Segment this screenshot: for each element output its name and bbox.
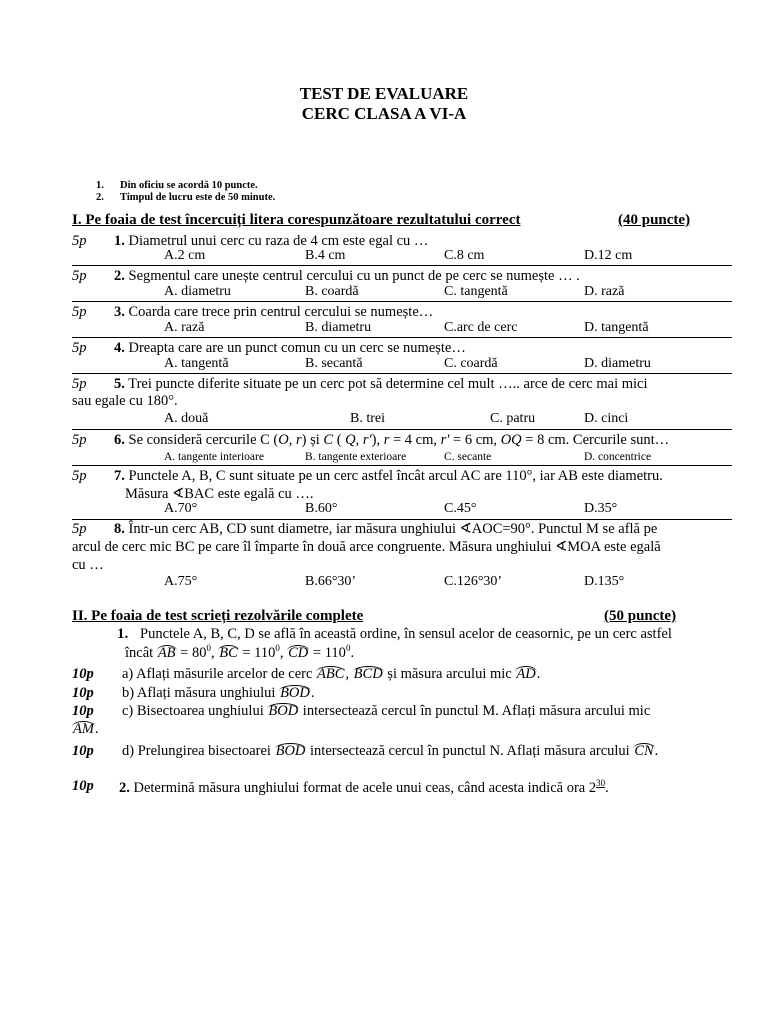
q1-option-b: B.4 cm <box>305 248 346 263</box>
divider <box>72 465 732 466</box>
q8-text: 8. Într-un cerc AB, CD sunt diametre, iar măsura unghiului ∢AOC=90°. Punctul M se află pe <box>114 521 658 537</box>
q2-points: 5p <box>72 268 87 284</box>
q5-option-c: C. patru <box>490 411 536 426</box>
q5-points: 5p <box>72 376 87 392</box>
divider <box>72 265 732 266</box>
problem2-text: 2. Determină măsura unghiului format de acele unui ceas, când acesta indică ora $2^{30}$. <box>119 778 609 796</box>
section1-points: (40 puncte) <box>618 212 691 228</box>
q4-points: 5p <box>72 340 87 356</box>
divider <box>72 519 732 520</box>
q7-option-a: A.70° <box>164 501 198 516</box>
sub-c-text-line2: AM. <box>73 721 99 737</box>
q6-option-b: B. tangente exterioare <box>305 451 407 463</box>
sub-b-points: 10p <box>72 685 94 701</box>
sub-a-text: a) Aflați măsurile arcelor de cerc ABC, BCD și măsura arcului mic AD. <box>122 666 541 682</box>
q7-text-line2: Măsura ∢BAC este egală cu …. <box>125 486 314 502</box>
q6-option-c: C. secante <box>444 451 492 463</box>
q5-text-line2: sau egale cu 180°. <box>72 393 178 409</box>
divider <box>72 301 732 302</box>
q3-option-d: D. tangentă <box>584 320 649 335</box>
problem1-number: 1. <box>117 626 129 642</box>
q2-text: 2. Segmentul care unește centrul cercului cu un punct de pe cerc se numește … . <box>114 268 580 284</box>
sub-d-points: 10p <box>72 743 94 759</box>
q3-option-b: B. diametru <box>305 320 372 335</box>
q4-text: 4. Dreapta care are un punct comun cu un cerc se numește… <box>114 340 466 356</box>
q3-text: 3. Coarda care trece prin centrul cercului se numește… <box>114 304 434 320</box>
q2-option-c: C. tangentă <box>444 284 508 299</box>
q8-option-a: A.75° <box>164 574 198 589</box>
q7-points: 5p <box>72 468 87 484</box>
divider <box>72 337 732 338</box>
section2-title: II. Pe foaia de test scrieți rezolvările complete <box>72 608 364 624</box>
q2-option-a: A. diametru <box>164 284 231 299</box>
q8-option-c: C.126°30’ <box>444 574 503 589</box>
q2-option-b: B. coardă <box>305 284 359 299</box>
q7-option-c: C.45° <box>444 501 477 516</box>
sub-a-points: 10p <box>72 666 94 682</box>
note-2: Timpul de lucru este de 50 minute. <box>120 192 276 203</box>
section1-title: I. Pe foaia de test încercuiți litera corespunzătoare rezultatului correct <box>72 212 521 228</box>
page-subtitle: CERC CLASA A VI-A <box>301 104 467 123</box>
q3-option-c: C.arc de cerc <box>444 320 518 335</box>
sub-c-text: c) Bisectoarea unghiului BOD intersectează cercul în punctul M. Aflați măsura arcului mic <box>122 703 651 719</box>
q8-option-d: D.135° <box>584 574 625 589</box>
q7-option-d: D.35° <box>584 501 618 516</box>
q7-text: 7. Punctele A, B, C sunt situate pe un cerc astfel încât arcul AC are 110°, iar AB este diametru. <box>114 468 663 484</box>
divider <box>72 373 732 374</box>
problem1-text: Punctele A, B, C, D se află în această ordine, în sensul acelor de ceasornic, pe un cerc astfel <box>140 626 672 642</box>
problem2-points: 10p <box>72 778 94 794</box>
divider <box>72 429 732 430</box>
q5-text: 5. Trei puncte diferite situate pe un cerc pot să determine cel mult ….. arce de cerc mai mici <box>114 376 648 392</box>
q4-option-c: C. coardă <box>444 356 498 371</box>
sub-d-text: d) Prelungirea bisectoarei BOD intersectează cercul în punctul N. Aflați măsura arcului CN. <box>122 743 659 759</box>
q1-option-c: C.8 cm <box>444 248 485 263</box>
q1-text: 1. Diametrul unui cerc cu raza de 4 cm este egal cu … <box>114 233 429 249</box>
section2-points: (50 puncte) <box>604 608 677 624</box>
q8-option-b: B.66°30’ <box>305 574 357 589</box>
sub-b-text: b) Aflați măsura unghiului BOD. <box>122 685 315 701</box>
q3-points: 5p <box>72 304 87 320</box>
q4-option-a: A. tangentă <box>164 356 229 371</box>
q1-points: 5p <box>72 233 87 249</box>
q7-option-b: B.60° <box>305 501 338 516</box>
note-1: Din oficiu se acordă 10 puncte. <box>120 180 258 191</box>
page-title: TEST DE EVALUARE <box>299 84 469 103</box>
sub-c-points: 10p <box>72 703 94 719</box>
q6-points: 5p <box>72 432 87 448</box>
q1-option-a: A.2 cm <box>164 248 206 263</box>
q4-option-d: D. diametru <box>584 356 651 371</box>
q2-option-d: D. rază <box>584 284 625 299</box>
q4-option-b: B. secantă <box>305 356 363 371</box>
q8-text-line3: cu … <box>72 557 104 573</box>
note-1-number: 1. <box>96 180 104 191</box>
q5-option-b: B. trei <box>350 411 385 426</box>
q1-option-d: D.12 cm <box>584 248 633 263</box>
problem1-text-line2: încât AB = $80^0$, BC = $110^0$, CD = $110^0$. <box>125 643 355 661</box>
q6-option-d: D. concentrice <box>584 451 652 463</box>
q6-option-a: A. tangente interioare <box>164 451 264 463</box>
q6-text: 6. Se consideră cercurile C (O, r) și C ( Q, r'), r = 4 cm, r' = 6 cm, OQ = 8 cm. Cercurile sunt… <box>114 432 670 448</box>
q8-text-line2: arcul de cerc mic BC pe care îl împarte în două arce congruente. Măsura unghiului ∢MOA este egală <box>72 539 661 555</box>
q8-points: 5p <box>72 521 87 537</box>
note-2-number: 2. <box>96 192 104 203</box>
q5-option-d: D. cinci <box>584 411 629 426</box>
q5-option-a: A. două <box>164 411 209 426</box>
q3-option-a: A. rază <box>164 320 205 335</box>
